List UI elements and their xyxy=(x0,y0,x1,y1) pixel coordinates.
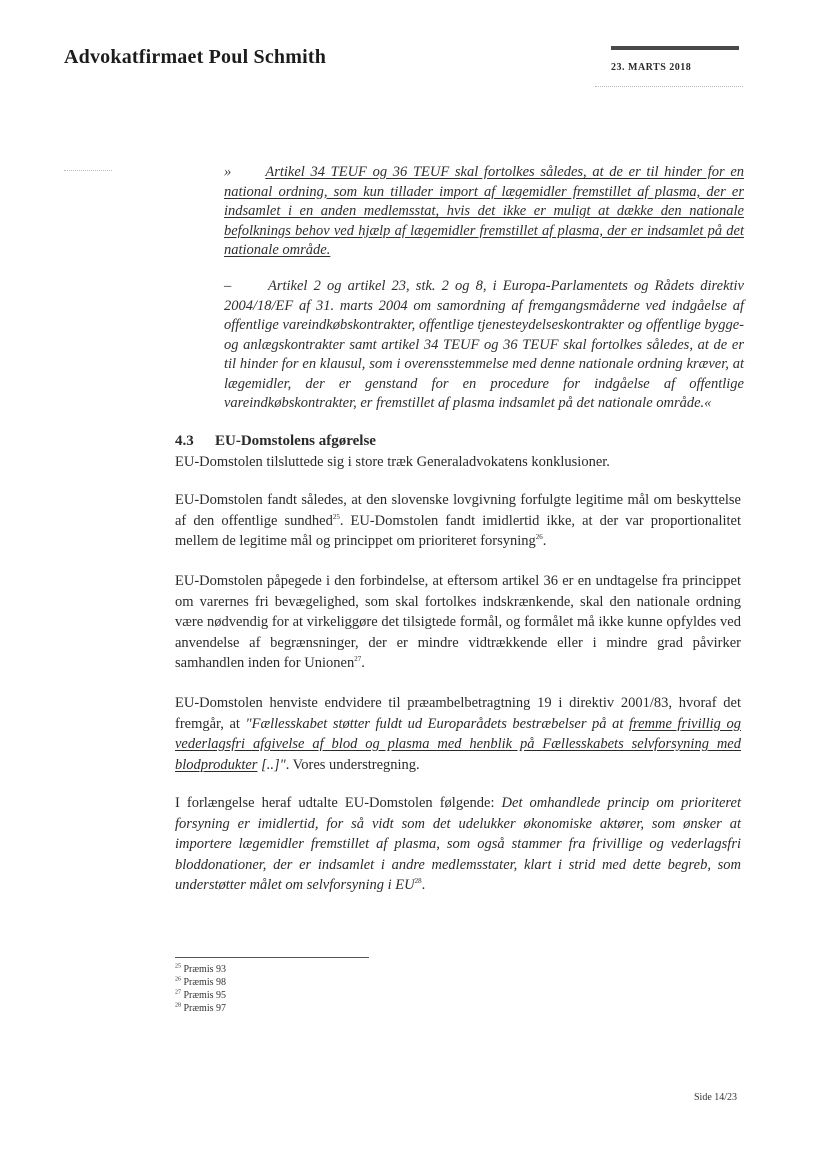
paragraph-text: EU-Domstolen påpegede i den forbindelse, at eftersom artikel 36 er en undtagelse fra princippet om varernes fri bevægelighed, som skal fortolkes indskrænkende, skal den nationale ordning være nødvendig for at virkeliggøre det tilsigtede formål, og formålet må ikke kunne opfyldes ved anvendelse af begrænsninger, der er mindre vidtrækkende eller i mindre grad påvirker samhandlen inden for Unionen xyxy=(175,573,741,671)
paragraph-text: EU-Domstolen fandt således, at den slovenske lovgivning forfulgte legitime mål om beskyttelse af den offentlige sundhed xyxy=(175,492,741,529)
footnote-number: 27 xyxy=(175,989,181,996)
quote-underlined-text: Artikel 34 TEUF og 36 TEUF skal fortolkes således, at de er til hinder for en national ordning, som kun tillader import af lægemidler fremstillet af plasma, der er indsamlet i en anden medlemsstat, hvis det ikke er muligt at dække den nationale befolknings behov ved hjælp af lægemidler fremstillet af plasma, der er indsamlet på det nationale område. xyxy=(224,164,745,258)
document-date: 23. MARTS 2018 xyxy=(611,62,692,73)
footnote xyxy=(175,989,226,1002)
footnotes xyxy=(175,963,226,1015)
body-paragraph-4 xyxy=(175,693,741,775)
quote-open-mark: » xyxy=(224,164,232,180)
quoted-text: [..]" xyxy=(257,756,286,773)
footnote-rule xyxy=(175,957,369,958)
section-title: EU-Domstolens afgørelse xyxy=(215,433,376,449)
body-paragraph-3 xyxy=(175,571,741,674)
footnote-ref: 28 xyxy=(414,877,422,886)
quoted-underlined-text: fremme frivillig og vederlagsfri afgivelse af blod og plasma med henblik på Fællesskabets selvforsyning med blodprodukter xyxy=(175,715,741,773)
footnote-number: 25 xyxy=(175,963,181,970)
footnote-number: 26 xyxy=(175,976,181,983)
quote-paragraph-2 xyxy=(224,277,744,414)
paragraph-text: EU-Domstolen henviste endvidere til præambelbetragtning 19 i direktiv 2001/83, hvoraf det fremgår, at xyxy=(175,695,741,732)
section-heading xyxy=(175,433,376,450)
firm-name: Advokatfirmaet Poul Schmith xyxy=(64,46,327,68)
footnote xyxy=(175,1002,226,1015)
footnote xyxy=(175,976,226,989)
page-number: Side 14/23 xyxy=(694,1092,738,1103)
quote-paragraph-1 xyxy=(224,163,744,261)
footnote-ref: 26 xyxy=(535,533,543,542)
date-bar xyxy=(611,46,739,50)
footnote xyxy=(175,963,226,976)
paragraph-text: I forlængelse heraf udtalte EU-Domstolen følgende: xyxy=(175,795,502,811)
quote-text: Artikel 2 og artikel 23, stk. 2 og 8, i Europa-Parlamentets og Rådets direktiv 2004/18/EF af 31. marts 2004 om samordning af fremgangsmåderne ved indgåelse af offentlige vareindkøbskontrakter, offentlige tjenesteydelseskontrakter og offentlige bygge- og anlægskontrakter samt artikel 34 TEUF og 36 TEUF skal fortolkes således, at de er til hinder for en klausul, som i overensstemmelse med denne nationale ordning kræver, at lægemidler, der er genstand for en procedure for indgåelse af offentlige vareindkøbskontrakter, er fremstillet af plasma indsamlet på det nationale område.« xyxy=(224,278,744,411)
body-paragraph-5 xyxy=(175,793,741,896)
paragraph-text: . xyxy=(421,877,426,893)
scan-mark xyxy=(64,170,112,171)
quoted-text: Det omhandlede princip om prioriteret forsyning er imidlertid, for så vidt som det udelukker økonomiske aktører, som ønsker at importere lægemidler fremstillet af plasma, som også stammer fra frivillige og vederlagsfri bloddonationer, der er indsamlet i andre medlemsstater, klart i strid med dette begreb, som understøtter målet om selvforsyning i EU xyxy=(175,795,741,893)
footnote-text: Præmis 98 xyxy=(183,977,227,988)
section-number: 4.3 xyxy=(175,433,194,449)
body-paragraph-1: EU-Domstolen tilsluttede sig i store træk Generaladvokatens konklusioner. xyxy=(175,454,610,470)
footnote-text: Præmis 95 xyxy=(183,990,227,1001)
quoted-text: "Fællesskabet støtter fuldt ud Europarådets bestræbelser på at xyxy=(245,715,629,732)
footnote-text: Præmis 93 xyxy=(183,964,227,975)
date-rule xyxy=(595,86,743,87)
body-paragraph-2 xyxy=(175,490,741,552)
paragraph-text: . xyxy=(361,655,365,671)
paragraph-text: . xyxy=(542,533,547,549)
footnote-ref: 25 xyxy=(332,512,340,521)
quote-dash: – xyxy=(224,278,232,294)
footnote-number: 28 xyxy=(175,1002,181,1009)
footnote-ref: 27 xyxy=(354,655,362,664)
paragraph-text: . Vores understregning. xyxy=(285,756,420,773)
paragraph-text: . EU-Domstolen fandt imidlertid ikke, at der var proportionalitet mellem de legitime mål og princippet om prioriteret forsyning xyxy=(175,512,741,549)
footnote-text: Præmis 97 xyxy=(183,1003,227,1014)
